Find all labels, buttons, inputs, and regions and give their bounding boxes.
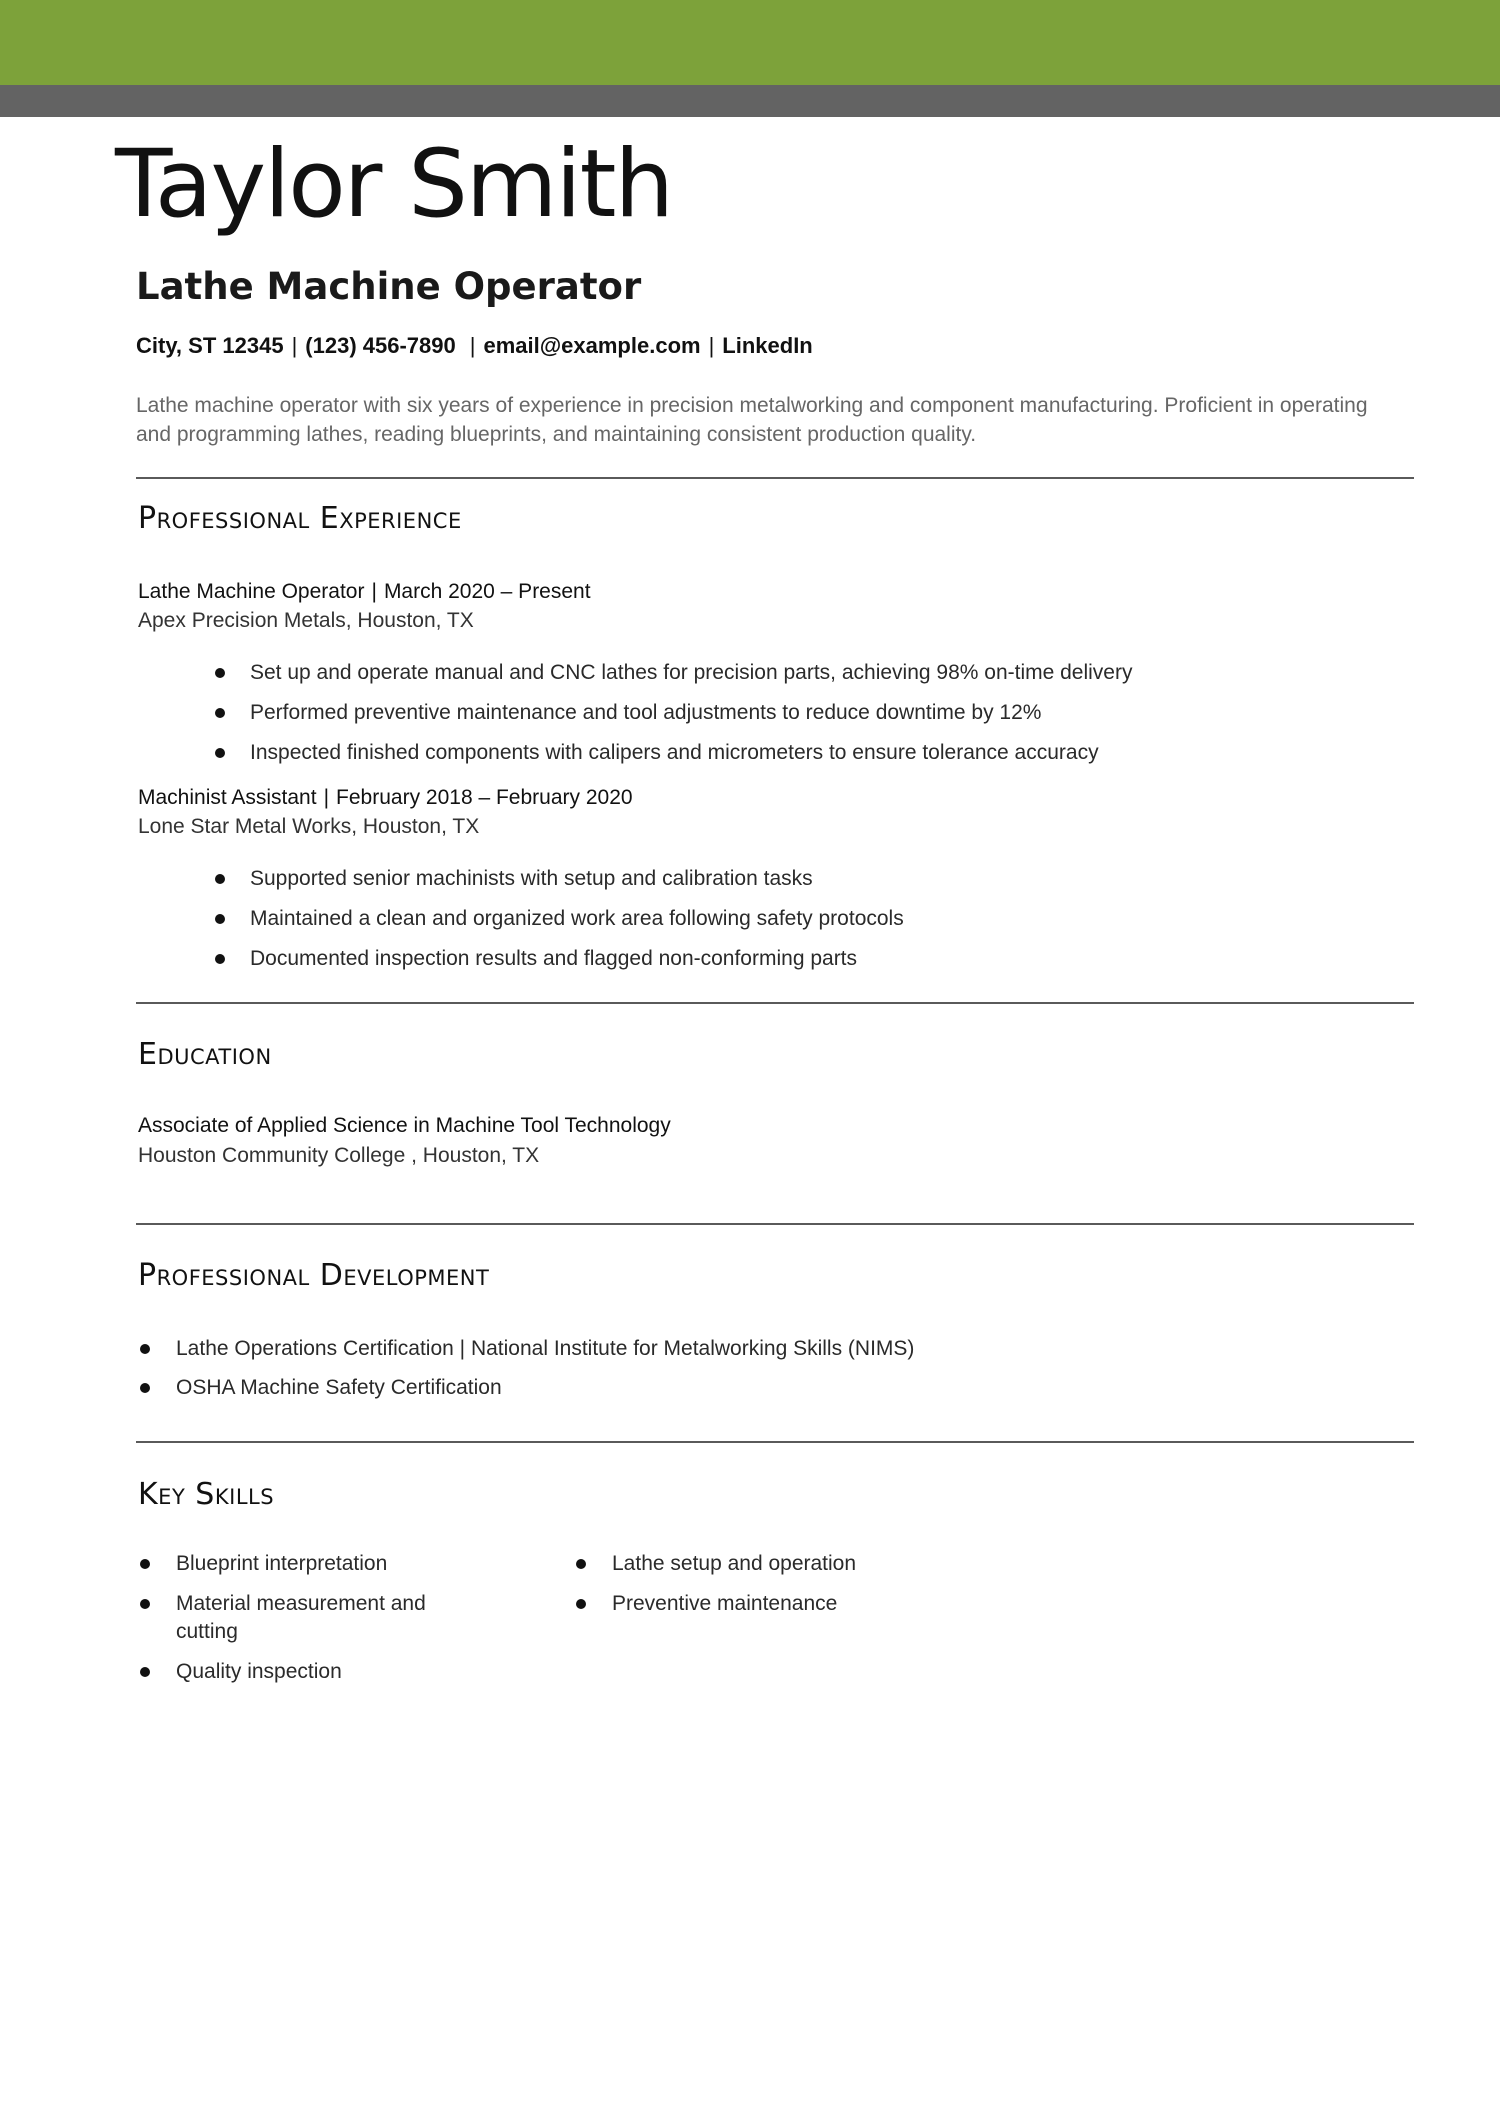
job-bullet-list — [138, 662, 1132, 782]
job-company: Lone Star Metal Works, Houston, TX — [138, 815, 480, 838]
list-item: Maintained a clean and organized work area following safety protocols — [138, 908, 904, 948]
skills-list-left — [138, 1550, 478, 1698]
list-item: Material measurement and cutting — [138, 1590, 478, 1646]
education-school: Houston Community College , Houston, TX — [138, 1144, 540, 1167]
list-item: Set up and operate manual and CNC lathes for precision parts, achieving 98% on-time delivery — [138, 662, 1132, 702]
job-title: Machinist Assistant — [138, 786, 317, 809]
list-item: Lathe setup and operation — [574, 1550, 974, 1578]
list-item: Documented inspection results and flagged non-conforming parts — [138, 948, 904, 988]
bullet-icon — [140, 1344, 150, 1354]
bullet-icon — [140, 1383, 150, 1393]
job-role: Lathe Machine Operator — [136, 265, 642, 308]
list-item: Blueprint interpretation — [138, 1550, 478, 1578]
education-degree: Associate of Applied Science in Machine Tool Technology — [138, 1114, 671, 1137]
section-title-experience: Professional Experience — [138, 501, 462, 536]
list-item: Quality inspection — [138, 1658, 478, 1686]
job-title: Lathe Machine Operator — [138, 580, 365, 603]
contact-separator: | — [708, 333, 715, 358]
bullet-icon — [215, 708, 225, 718]
bullet-icon — [140, 1559, 150, 1569]
section-divider — [136, 1002, 1414, 1004]
list-item: Lathe Operations Certification | National Institute for Metalworking Skills (NIMS) — [138, 1338, 914, 1377]
development-list — [138, 1338, 914, 1416]
bullet-icon — [215, 748, 225, 758]
professional-summary: Lathe machine operator with six years of experience in precision metalworking and component manufacturing. Proficient in operating and programming lathes, reading blueprints, and maintaining consistent production quality. — [136, 394, 1368, 446]
job-heading — [138, 581, 591, 602]
bullet-icon — [576, 1599, 586, 1609]
job-separator: | — [323, 786, 330, 809]
contact-linkedin[interactable]: LinkedIn — [722, 333, 813, 358]
bullet-icon — [215, 874, 225, 884]
bullet-icon — [215, 914, 225, 924]
job-dates: February 2018 – February 2020 — [336, 786, 633, 809]
list-item: Performed preventive maintenance and tool adjustments to reduce downtime by 12% — [138, 702, 1132, 742]
bullet-icon — [140, 1599, 150, 1609]
contact-location: City, ST 12345 — [136, 333, 284, 358]
contact-line — [136, 335, 813, 357]
job-company: Apex Precision Metals, Houston, TX — [138, 609, 474, 632]
candidate-name: Taylor Smith — [115, 130, 673, 239]
section-divider — [136, 1441, 1414, 1443]
section-title-skills: Key Skills — [138, 1477, 275, 1512]
header-grey-band — [0, 85, 1500, 117]
contact-phone: (123) 456-7890 — [305, 333, 456, 358]
job-heading — [138, 787, 633, 808]
contact-separator: | — [291, 333, 298, 358]
list-item: Preventive maintenance — [574, 1590, 974, 1618]
list-item: Inspected finished components with calipers and micrometers to ensure tolerance accuracy — [138, 742, 1132, 782]
list-item: Supported senior machinists with setup and calibration tasks — [138, 868, 904, 908]
contact-email[interactable]: email@example.com — [483, 333, 701, 358]
contact-separator: | — [469, 333, 476, 358]
list-item: OSHA Machine Safety Certification — [138, 1377, 914, 1416]
section-divider — [136, 1223, 1414, 1225]
job-dates: March 2020 – Present — [383, 580, 591, 603]
bullet-icon — [215, 954, 225, 964]
header-accent-band — [0, 0, 1500, 85]
section-divider — [136, 477, 1414, 479]
job-bullet-list — [138, 868, 904, 988]
bullet-icon — [215, 668, 225, 678]
section-title-development: Professional Development — [138, 1258, 490, 1293]
skills-list-right — [574, 1550, 974, 1630]
job-separator: | — [371, 580, 377, 603]
section-title-education: Education — [138, 1037, 272, 1072]
bullet-icon — [140, 1667, 150, 1677]
bullet-icon — [576, 1559, 586, 1569]
